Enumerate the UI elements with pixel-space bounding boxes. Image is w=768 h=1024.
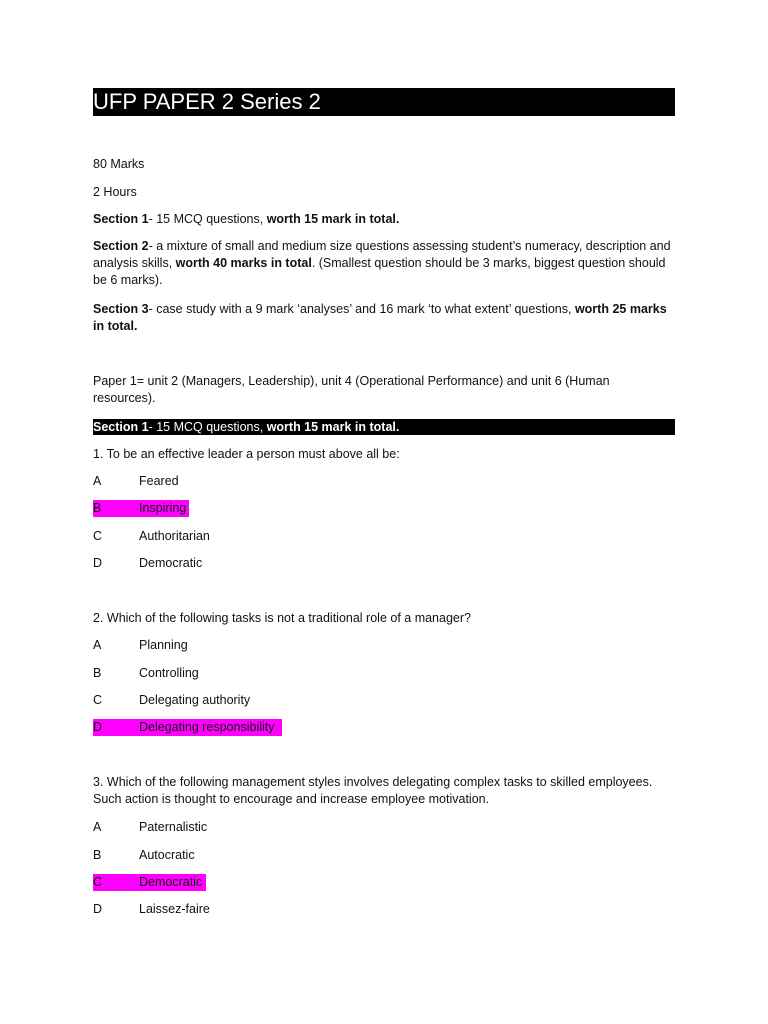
total-marks: 80 Marks — [93, 157, 145, 171]
option-letter: D — [93, 902, 103, 916]
section-2-tail: . (Smallest question should be 3 marks, biggest question should be 6 marks). — [93, 256, 666, 287]
option-letter: C — [93, 693, 103, 707]
option-text: Authoritarian — [139, 529, 210, 543]
section-1-label: Section 1 — [93, 212, 149, 226]
section-1-text: - 15 MCQ questions, — [148, 212, 267, 226]
option-text: Democratic — [139, 556, 203, 570]
question-3-text: 3. Which of the following management styles involves delegating complex tasks to skilled employees. Such action is thought to encourage and increase employee motivation. — [93, 775, 653, 806]
document-title: UFP PAPER 2 Series 2 — [93, 88, 675, 116]
option-text: Inspiring — [139, 501, 187, 515]
option-letter: C — [93, 529, 103, 543]
option-text: Democratic — [139, 875, 203, 889]
option-letter: B — [93, 666, 102, 680]
option-text: Delegating authority — [139, 693, 251, 707]
option-text: Autocratic — [139, 848, 195, 862]
question-2-text: 2. Which of the following tasks is not a traditional role of a manager? — [93, 611, 471, 625]
section-bar-label: Section 1 — [93, 420, 149, 434]
option-letter: A — [93, 820, 102, 834]
option-letter: B — [93, 501, 102, 515]
option-text: Laissez-faire — [139, 902, 210, 916]
section-2-summary — [93, 238, 675, 289]
option-letter: D — [93, 720, 103, 734]
option-text: Delegating responsibility — [139, 720, 275, 734]
option-text: Controlling — [139, 666, 199, 680]
option-text: Planning — [139, 638, 188, 652]
option-text: Paternalistic — [139, 820, 208, 834]
section-1-bold: worth 15 mark in total. — [266, 212, 400, 226]
paper-note: Paper 1= unit 2 (Managers, Leadership), unit 4 (Operational Performance) and unit 6 (Human resources). — [93, 374, 610, 405]
section-3-label: Section 3 — [93, 302, 149, 316]
section-2-bold: worth 40 marks in total — [175, 256, 312, 270]
section-bar-text: - 15 MCQ questions, — [148, 420, 267, 434]
option-letter: C — [93, 875, 103, 889]
duration: 2 Hours — [93, 185, 137, 199]
section-1-heading-bar — [93, 419, 675, 435]
option-letter: A — [93, 474, 102, 488]
option-text: Feared — [139, 474, 179, 488]
option-letter: B — [93, 848, 102, 862]
section-3-bold: worth 25 marks in total. — [93, 302, 667, 333]
section-2-label: Section 2 — [93, 239, 149, 253]
section-3-summary — [93, 301, 675, 335]
section-bar-bold: worth 15 mark in total. — [266, 420, 400, 434]
section-2-text: - a mixture of small and medium size questions assessing student’s numeracy, description and analysis skills, — [93, 239, 671, 270]
question-1-text: 1. To be an effective leader a person must above all be: — [93, 447, 400, 461]
option-letter: A — [93, 638, 102, 652]
section-1-summary — [93, 211, 399, 228]
section-3-text: - case study with a 9 mark ‘analyses’ and 16 mark ‘to what extent’ questions, — [148, 302, 575, 316]
option-letter: D — [93, 556, 103, 570]
